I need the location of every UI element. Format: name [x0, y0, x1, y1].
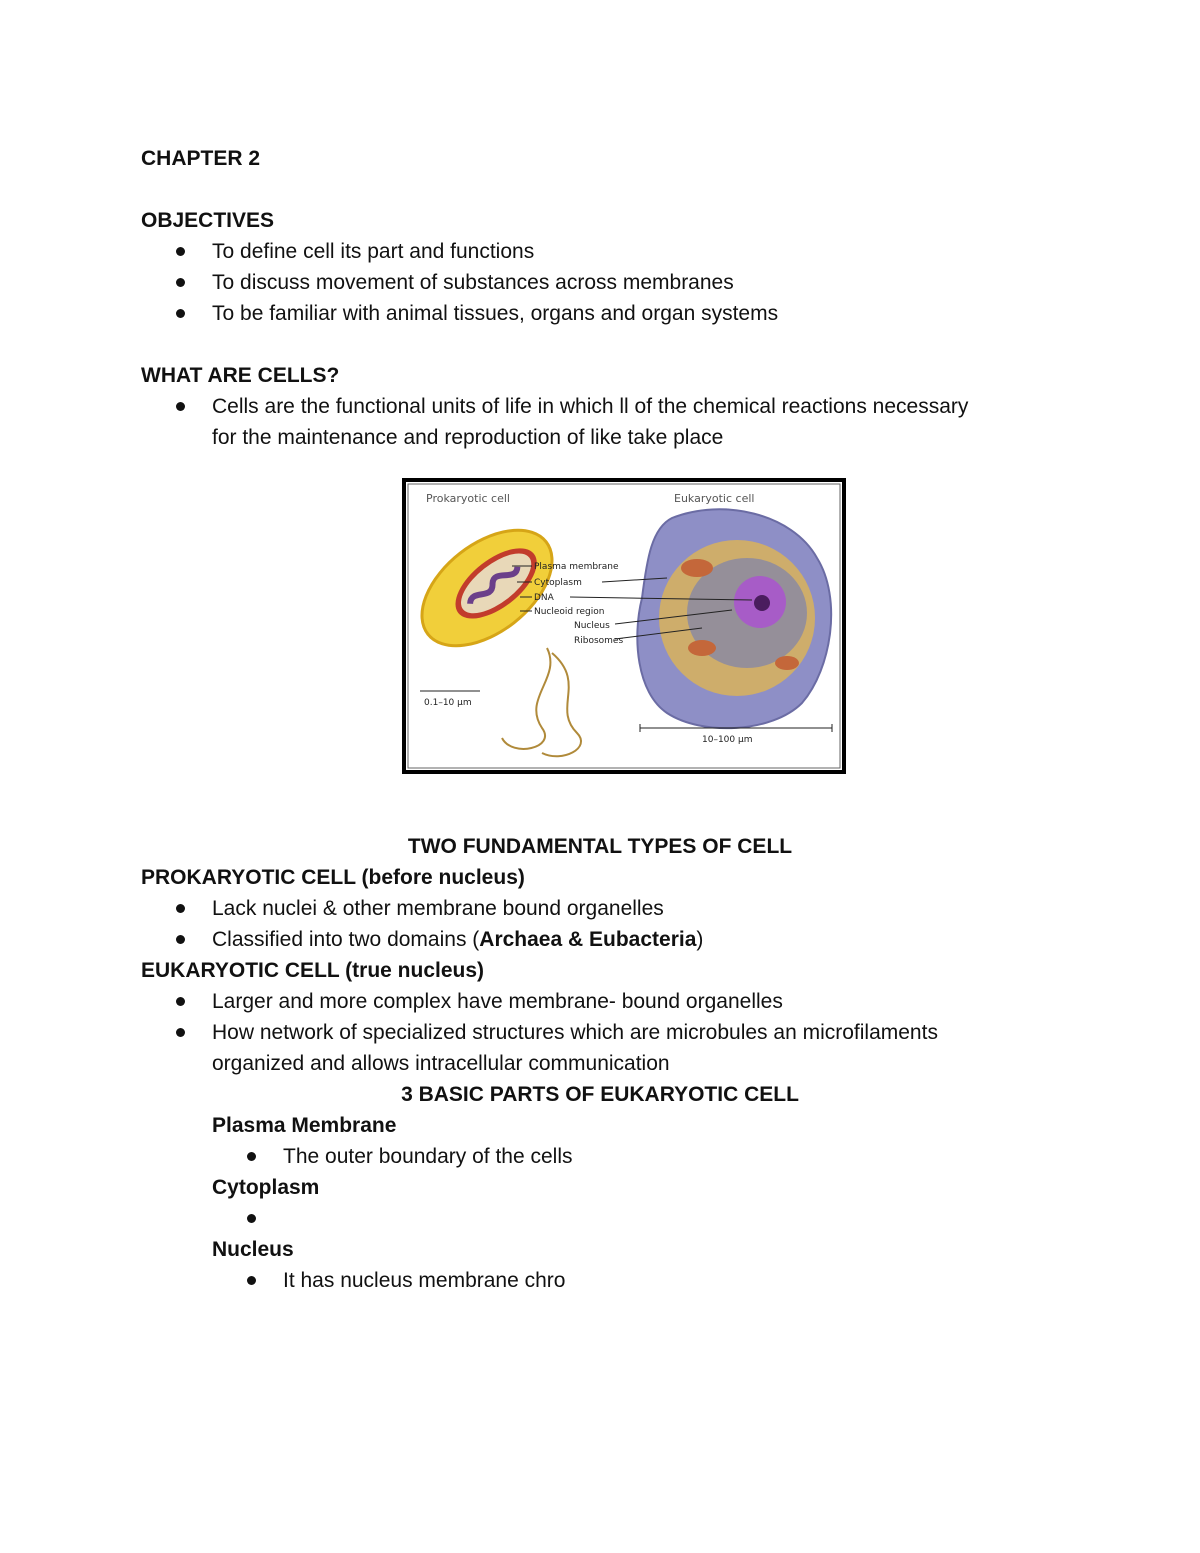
cytoplasm-heading: Cytoplasm	[212, 1176, 320, 1199]
label-ribosomes: Ribosomes	[574, 636, 624, 646]
nucleus-item: It has nucleus membrane chro	[283, 1269, 566, 1292]
eukaryotic-scale: 10–100 μm	[702, 735, 753, 745]
label-nucleoid-region: Nucleoid region	[534, 607, 605, 617]
bullet-icon	[176, 904, 185, 913]
prokaryotic-title: Prokaryotic cell	[426, 492, 510, 505]
domains-prefix: Classified into two domains (	[212, 928, 480, 951]
plasma-membrane-heading: Plasma Membrane	[212, 1114, 397, 1137]
bullet-icon	[176, 278, 185, 287]
types-heading: TWO FUNDAMENTAL TYPES OF CELL	[407, 835, 793, 858]
label-cytoplasm: Cytoplasm	[534, 578, 582, 588]
eukaryotic-cell-icon	[637, 509, 831, 728]
bullet-icon	[247, 1276, 256, 1285]
bullet-icon	[176, 402, 185, 411]
objective-item: To define cell its part and functions	[212, 240, 535, 263]
label-plasma-membrane: Plasma membrane	[534, 562, 619, 572]
label-dna: DNA	[534, 593, 554, 603]
eukaryotic-item-line2: organized and allows intracellular communication	[212, 1052, 670, 1075]
cell-diagram	[402, 478, 846, 774]
nucleus-heading: Nucleus	[212, 1238, 294, 1261]
eukaryotic-item-line1: How network of specialized structures which are microbules an microfilaments	[212, 1021, 938, 1044]
bullet-icon	[247, 1152, 256, 1161]
prokaryotic-scale: 0.1–10 μm	[424, 698, 472, 708]
eukaryotic-item: Larger and more complex have membrane- bound organelles	[212, 990, 783, 1013]
bullet-icon	[176, 247, 185, 256]
objective-item: To discuss movement of substances across membranes	[212, 271, 734, 294]
bullet-icon	[176, 935, 185, 944]
prokaryotic-item	[212, 926, 703, 954]
eukaryotic-title: Eukaryotic cell	[674, 492, 755, 505]
basic-parts-heading: 3 BASIC PARTS OF EUKARYOTIC CELL	[401, 1083, 799, 1106]
objectives-heading: OBJECTIVES	[141, 209, 275, 232]
bullet-icon	[247, 1214, 256, 1223]
eukaryotic-heading: EUKARYOTIC CELL (true nucleus)	[141, 959, 485, 982]
bullet-icon	[176, 997, 185, 1006]
chapter-title: CHAPTER 2	[141, 147, 261, 170]
domains-names: Archaea & Eubacteria	[479, 928, 697, 951]
prokaryotic-heading: PROKARYOTIC CELL (before nucleus)	[141, 866, 525, 889]
bullet-icon	[176, 1028, 185, 1037]
label-nucleus: Nucleus	[574, 621, 610, 631]
objective-item: To be familiar with animal tissues, organs and organ systems	[212, 302, 779, 325]
what-are-cells-heading: WHAT ARE CELLS?	[141, 364, 340, 387]
domains-suffix: )	[696, 928, 704, 951]
cell-types-figure	[402, 478, 846, 774]
cells-definition-line1: Cells are the functional units of life in which ll of the chemical reactions necessary	[212, 395, 969, 418]
plasma-membrane-item: The outer boundary of the cells	[283, 1145, 573, 1168]
cells-definition-line2: for the maintenance and reproduction of like take place	[212, 426, 724, 449]
bullet-icon	[176, 309, 185, 318]
prokaryotic-item: Lack nuclei & other membrane bound organelles	[212, 897, 664, 920]
